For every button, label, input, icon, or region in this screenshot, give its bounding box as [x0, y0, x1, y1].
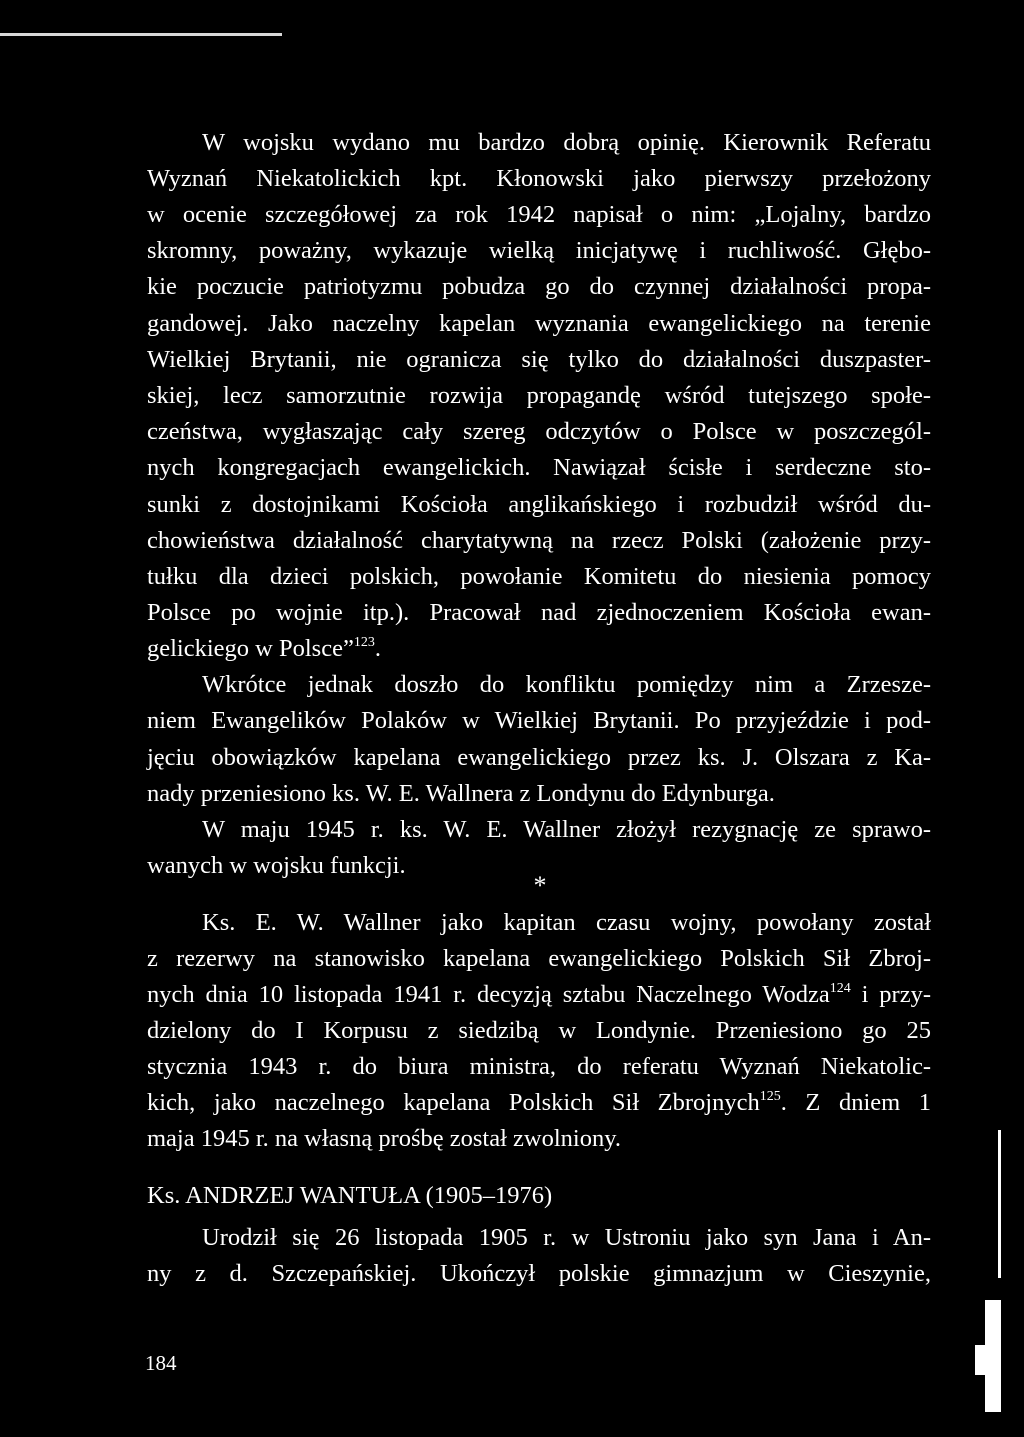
- text-line-continuation: i przy-: [850, 981, 931, 1008]
- text-line: Wielkiej Brytanii, nie ogranicza się tylko do działalności duszpaster-: [147, 346, 931, 373]
- text-line: jęciu obowiązków kapelana ewangelickiego przez ks. J. Olszara z Ka-: [147, 744, 931, 771]
- text-line-continuation: . Z dniem 1: [780, 1089, 931, 1116]
- text-line: maja 1945 r. na własną prośbę został zwolniony.: [147, 1125, 622, 1152]
- text-line: gandowej. Jako naczelny kapelan wyznania ewangelickiego na terenie: [147, 310, 931, 337]
- text-line: stycznia 1943 r. do biura ministra, do referatu Wyznań Niekatolic-: [147, 1053, 931, 1080]
- text-line: w ocenie szczegółowej za rok 1942 napisał o nim: „Lojalny, bardzo: [147, 201, 931, 228]
- text-line: Wyznań Niekatolickich kpt. Kłonowski jako pierwszy przełożony: [147, 165, 931, 192]
- edge-mark: [998, 1130, 1001, 1278]
- text-line-continuation: .: [374, 635, 381, 662]
- footnote-reference: 123: [353, 635, 375, 650]
- text-line: tułku dla dzieci polskich, powołanie Komitetu do niesienia pomocy: [147, 563, 931, 590]
- text-line: skromny, poważny, wykazuje wielką inicjatywę i ruchliwość. Głębo-: [147, 237, 931, 264]
- text-line: nych kongregacjach ewangelickich. Nawiązał ścisłe i serdeczne sto-: [147, 454, 931, 481]
- text-line: Wkrótce jednak doszło do konfliktu pomiędzy nim a Zrzesze-: [202, 671, 931, 698]
- edge-mark: [975, 1345, 985, 1375]
- text-line: ny z d. Szczepańskiej. Ukończył polskie gimnazjum w Cieszynie,: [147, 1260, 931, 1287]
- text-line: czeństwa, wygłaszając cały szereg odczytów o Polsce w poszczegól-: [147, 418, 931, 445]
- text-line: skiej, lecz samorzutnie rozwija propagandę wśród tutejszego społe-: [147, 382, 931, 409]
- text-line: Ks. E. W. Wallner jako kapitan czasu wojny, powołany został: [202, 909, 931, 936]
- text-line: W maju 1945 r. ks. W. E. Wallner złożył rezygnację ze sprawo-: [202, 816, 931, 843]
- text-line: kich, jako naczelnego kapelana Polskich Sił Zbrojnych$^{125}$. Z dniem 1: [147, 1089, 931, 1116]
- top-rule: [0, 33, 282, 36]
- text-line: Polsce po wojnie itp.). Pracował nad zjednoczeniem Kościoła ewan-: [147, 599, 931, 626]
- text-line: z rezerwy na stanowisko kapelana ewangelickiego Polskich Sił Zbroj-: [147, 945, 931, 972]
- edge-mark: [985, 1300, 1001, 1412]
- text-line: W wojsku wydano mu bardzo dobrą opinię. Kierownik Referatu: [202, 129, 931, 156]
- text-line: kie poczucie patriotyzmu pobudza go do czynnej działalności propa-: [147, 273, 931, 300]
- text-line: niem Ewangelików Polaków w Wielkiej Brytanii. Po przyjeździe i pod-: [147, 707, 931, 734]
- text-line: nych dnia 10 listopada 1941 r. decyzją sztabu Naczelnego Wodza$^{124}$ i przy-: [147, 981, 931, 1008]
- text-line: gelickiego w Polsce”$^{123}$.: [147, 635, 381, 662]
- page-number: 184: [145, 1351, 177, 1375]
- text-line: Urodził się 26 listopada 1905 r. w Ustroniu jako syn Jana i An-: [202, 1224, 931, 1251]
- section-separator-asterisk: *: [533, 871, 547, 900]
- text-line: dzielony do I Korpusu z siedzibą w Londynie. Przeniesiono go 25: [147, 1017, 931, 1044]
- text-line: sunki z dostojnikami Kościoła anglikańskiego i rozbudził wśród du-: [147, 491, 931, 518]
- text-line: nady przeniesiono ks. W. E. Wallnera z Londynu do Edynburga.: [147, 780, 775, 807]
- text-line: chowieństwa działalność charytatywną na rzecz Polski (założenie przy-: [147, 527, 931, 554]
- footnote-reference: 125: [759, 1089, 781, 1104]
- section-heading: Ks. ANDRZEJ WANTUŁA (1905–1976): [147, 1182, 553, 1209]
- text-line: wanych w wojsku funkcji.: [147, 852, 406, 879]
- footnote-reference: 124: [829, 981, 851, 996]
